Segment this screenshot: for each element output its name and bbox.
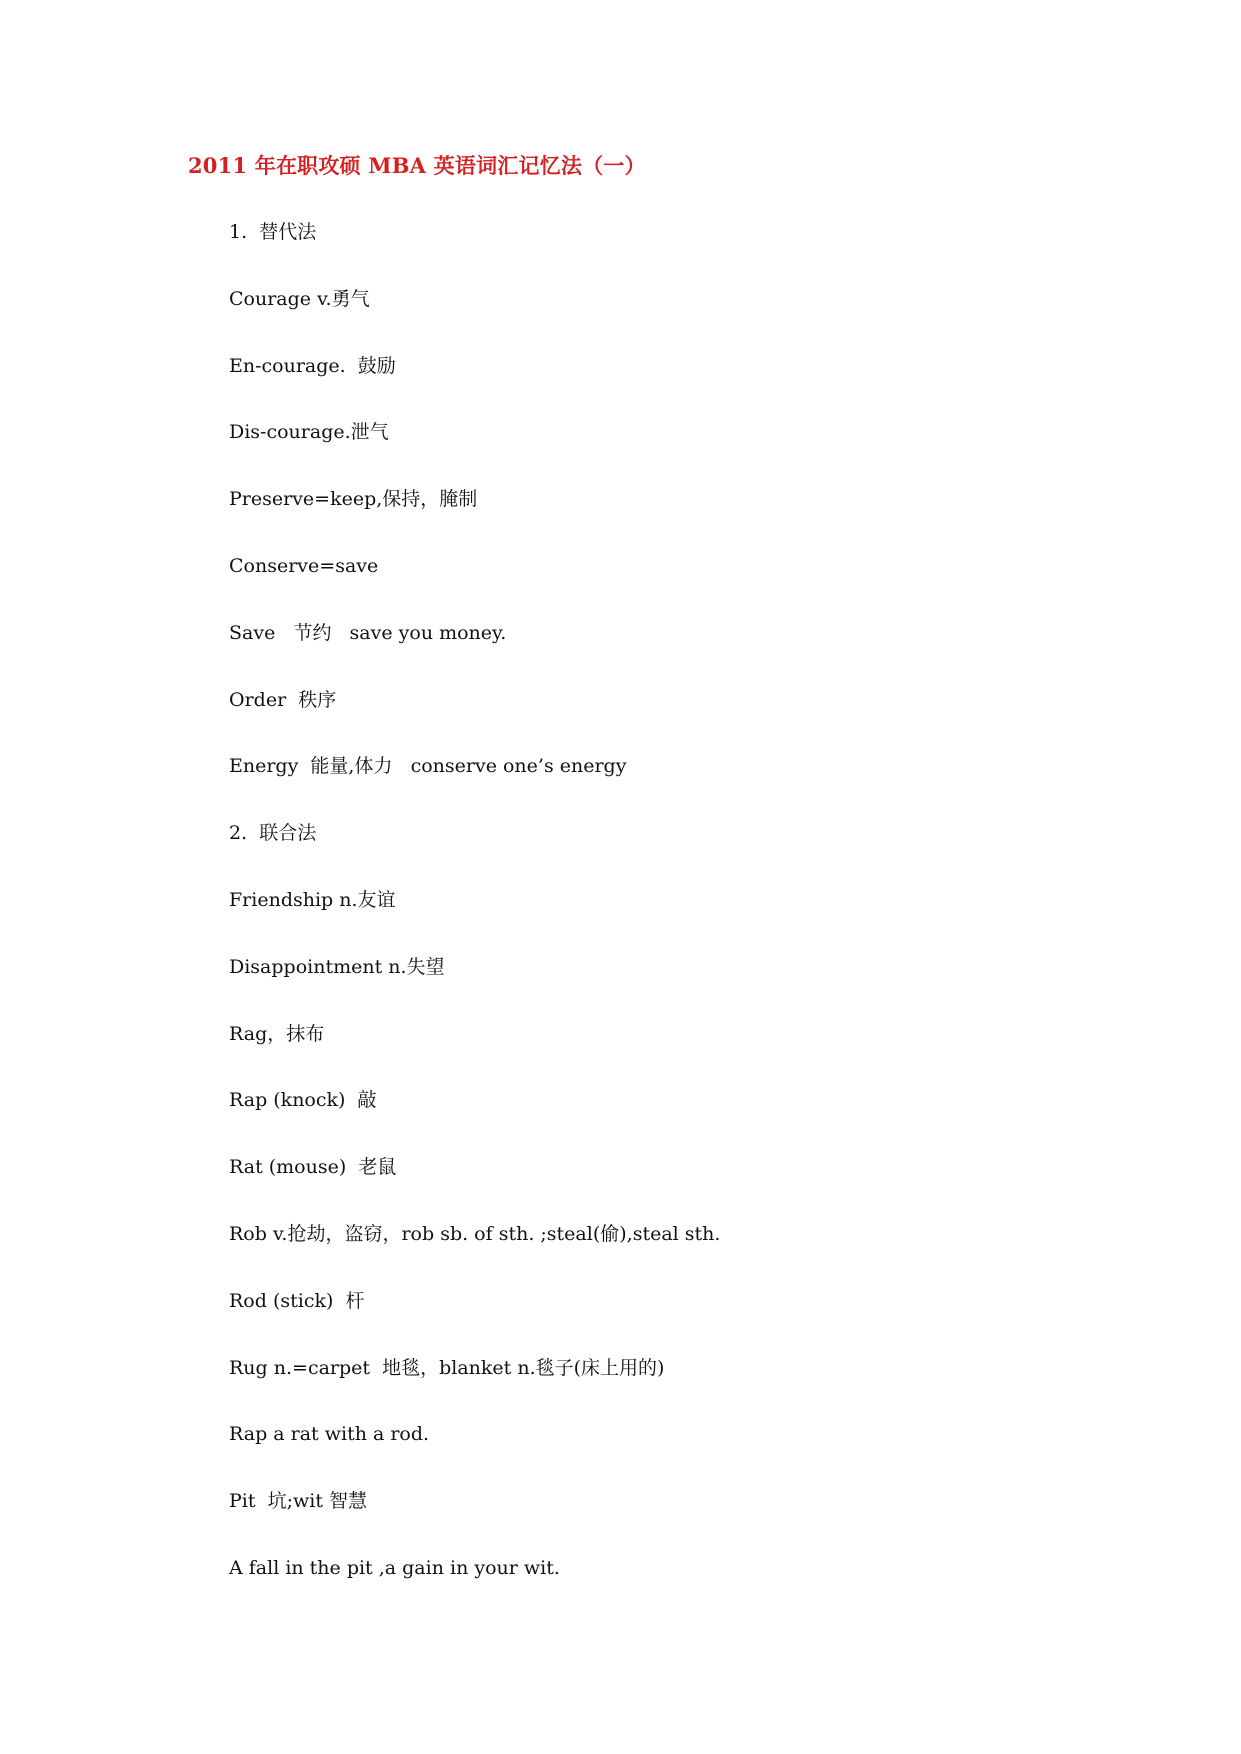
vocabulary-line: Save 节约 save you money. — [229, 621, 507, 644]
vocabulary-line: Disappointment n.失望 — [229, 955, 445, 978]
vocabulary-line: Order 秩序 — [229, 688, 337, 711]
vocabulary-line: Rug n.=carpet 地毯，blanket n.毯子(床上用的) — [229, 1356, 665, 1379]
vocabulary-line: Dis-courage.泄气 — [229, 421, 389, 444]
section-heading: 1. 替代法 — [229, 221, 317, 243]
vocabulary-line: Rag，抹布 — [229, 1022, 325, 1045]
vocabulary-line: A fall in the pit ,a gain in your wit. — [229, 1556, 560, 1579]
vocabulary-line: Pit 坑;wit 智慧 — [229, 1490, 367, 1513]
vocabulary-line: Preserve=keep,保持，腌制 — [229, 488, 478, 511]
vocabulary-line: Rod (stick) 杆 — [229, 1289, 365, 1312]
vocabulary-line: Conserve=save — [229, 554, 379, 577]
vocabulary-line: Rob v.抢劫，盗窃，rob sb. of sth. ;steal(偷),steal sth. — [229, 1222, 721, 1245]
section-heading: 2. 联合法 — [229, 822, 317, 845]
document-title: 2011 年在职攻硕 MBA 英语词汇记忆法（一） — [188, 153, 646, 178]
vocabulary-list — [229, 219, 720, 1622]
vocabulary-line: En-courage. 鼓励 — [229, 354, 396, 377]
vocabulary-line: Courage v.勇气 — [229, 287, 370, 310]
vocabulary-line: Energy 能量,体力 conserve one’s energy — [229, 755, 627, 778]
vocabulary-line: Rap a rat with a rod. — [229, 1423, 430, 1446]
vocabulary-line: Friendship n.友谊 — [229, 888, 396, 911]
vocabulary-line: Rap (knock) 敲 — [229, 1089, 377, 1112]
vocabulary-line: Rat (mouse) 老鼠 — [229, 1156, 397, 1179]
